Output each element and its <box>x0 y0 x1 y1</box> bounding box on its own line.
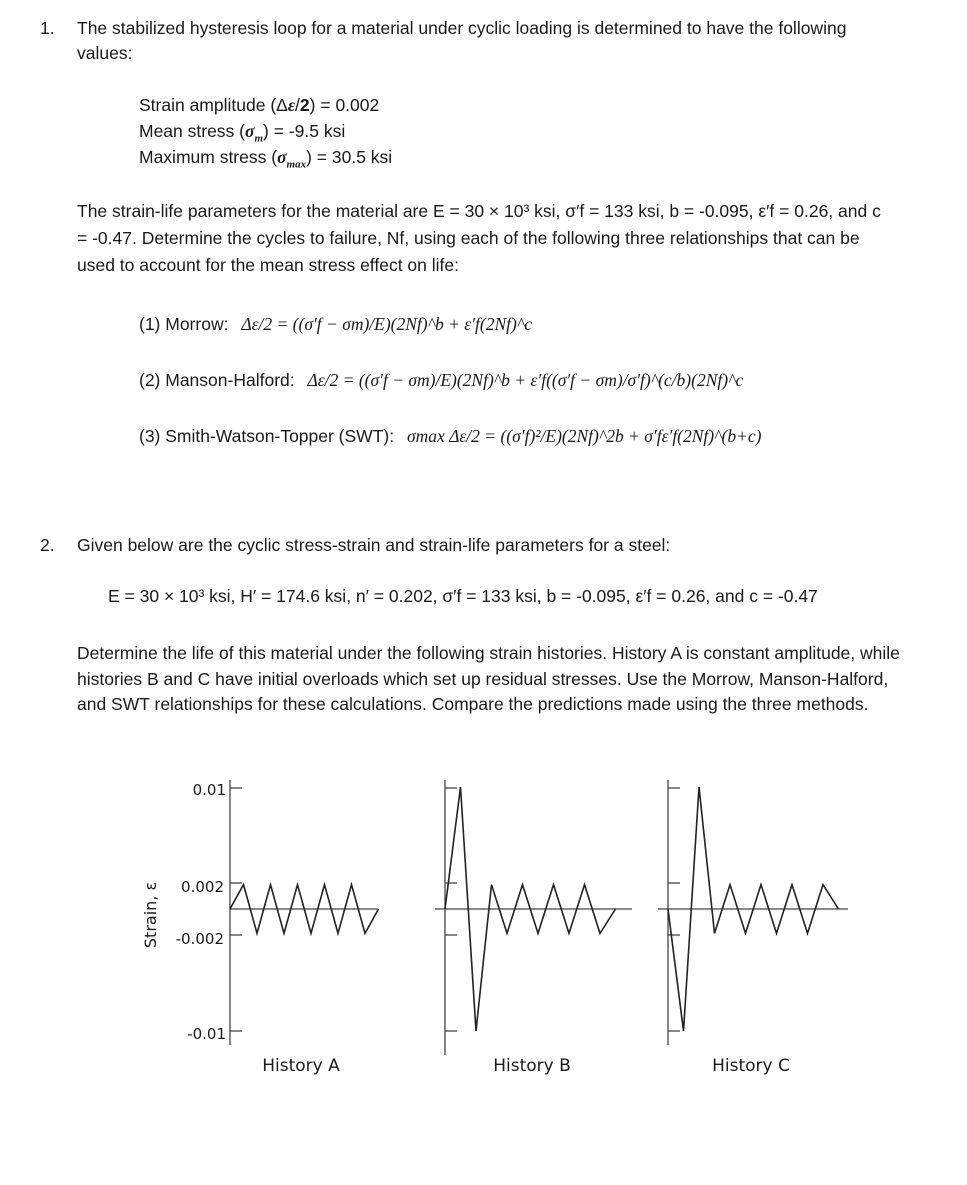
relation-morrow-label: (1) Morrow: <box>139 314 229 334</box>
relation-manson-halford-label: (2) Manson-Halford: <box>139 370 295 390</box>
relation-morrow <box>139 314 532 335</box>
relation-manson-halford <box>139 370 743 391</box>
problem-2-body: Determine the life of this material under the following strain histories. History A is constant amplitude, while histories B and C have initial overloads which set up residual stresses. Use the Morrow, Manson-Halford, and SWT relationships for these calculations. Compare the predictions made using the three methods. <box>77 643 900 714</box>
y-tick-label: -0.002 <box>175 930 224 948</box>
history-a-label: History A <box>262 1056 340 1076</box>
problem-2-intro: Given below are the cyclic stress-strain and strain-life parameters for a steel: <box>77 535 671 555</box>
strain-history-figure <box>0 770 967 1110</box>
relation-swt <box>139 426 762 447</box>
relation-swt-formula: σmax Δε/2 = ((σ′f)²/E)(2Nf)^2b + σ′fε′f(2Nf)^(b+c) <box>406 426 762 446</box>
y-tick-label: 0.002 <box>181 878 224 896</box>
relation-swt-label: (3) Smith-Watson-Topper (SWT): <box>139 426 395 446</box>
relation-morrow-formula: Δε/2 = ((σ′f − σm)/E)(2Nf)^b + ε′f(2Nf)^c <box>241 314 532 334</box>
given-value-strain-amplitude: Strain amplitude (Δε/2) = 0.002 <box>139 95 380 115</box>
history-c-axes <box>658 780 848 1045</box>
problem-2-number: 2. <box>40 535 55 555</box>
relation-manson-halford-formula: Δε/2 = ((σ′f − σm)/E)(2Nf)^b + ε′f((σ′f − σm)/σ′f)^(c/b)(2Nf)^c <box>307 370 744 390</box>
problem-1-number: 1. <box>40 18 55 38</box>
history-c-label: History C <box>712 1056 790 1076</box>
history-a-axes <box>230 780 378 1045</box>
steel-parameters: E = 30 × 10³ ksi, H′ = 174.6 ksi, n′ = 0.202, σ′f = 133 ksi, b = -0.095, ε′f = 0.26, and c = -0.47 <box>108 586 818 606</box>
problem-1-intro: The stabilized hysteresis loop for a material under cyclic loading is determined to have the following values: <box>77 18 847 63</box>
y-tick-label: -0.01 <box>187 1025 226 1043</box>
y-tick-label: 0.01 <box>192 781 226 799</box>
given-value-maximum-stress: Maximum stress $(\sigma_{max}) = 30.5$ ksi <box>139 147 393 171</box>
given-value-mean-stress: Mean stress $(\sigma_m) = -9.5$ ksi <box>139 121 346 145</box>
strain-life-parameters: The strain-life parameters for the material are E = 30 × 10³ ksi, σ′f = 133 ksi, b = -0.095, ε′f = 0.26, and c = -0.47. Determine the cycles to failure, Nf, using each of the following three relationships that can be used to account for the mean stress effect on life: <box>77 201 881 275</box>
history-b-label: History B <box>493 1056 571 1076</box>
y-axis-label: Strain, ε <box>141 881 160 949</box>
